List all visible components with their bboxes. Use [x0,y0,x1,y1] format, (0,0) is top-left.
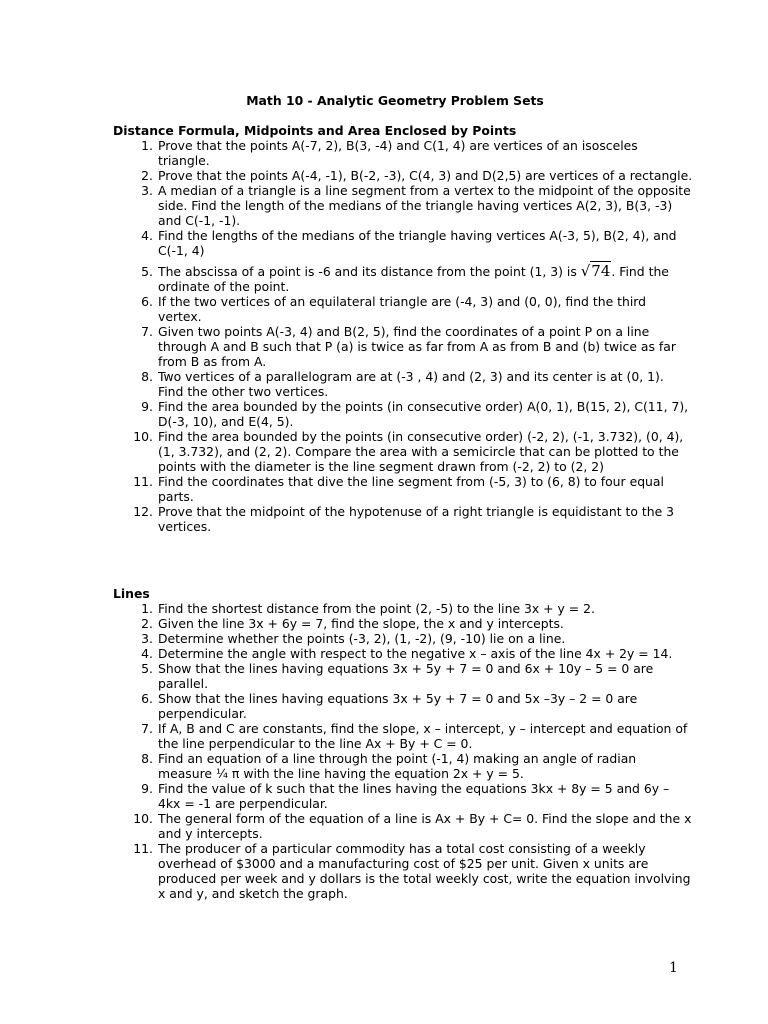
list-item [113,264,693,294]
item-number: 10. [133,429,153,444]
item-text: Prove that the midpoint of the hypotenuse of a right triangle is equidistant to the 3 vertices. [158,504,675,534]
item-number: 8. [141,751,153,766]
item-text: Prove that the points A(-7, 2), B(3, -4) and C(1, 4) are vertices of an isosceles triangle. [158,138,638,168]
item-text: A median of a triangle is a line segment from a vertex to the midpoint of the opposite side. Find the length of the medians of the triangle having vertices A(2, 3), B(3, -3) and C(-1, -1). [158,183,691,228]
list-item [113,751,693,781]
problem-list [113,601,693,901]
item-text: Prove that the points A(-4, -1), B(-2, -3), C(4, 3) and D(2,5) are vertices of a rectangle. [158,168,693,183]
item-number: 6. [141,294,153,309]
item-number: 6. [141,691,153,706]
list-item [113,294,693,324]
item-text: If A, B and C are constants, find the slope, x – intercept, y – intercept and equation of the line perpendicular to the line Ax + By + C = 0. [158,721,688,751]
item-text: The general form of the equation of a line is Ax + By + C= 0. Find the slope and the x and y intercepts. [158,811,692,841]
item-number: 5. [141,661,153,676]
item-text: If the two vertices of an equilateral triangle are (-4, 3) and (0, 0), find the third vertex. [158,294,647,324]
list-item [113,691,693,721]
list-item [113,399,693,429]
item-text: Find the value of k such that the lines having the equations 3kx + 8y = 5 and 6y – 4kx = -1 are perpendicular. [158,781,670,811]
list-item [113,601,693,616]
list-item [113,631,693,646]
item-number: 9. [141,781,153,796]
item-text: Determine the angle with respect to the negative x – axis of the line 4x + 2y = 14. [158,646,673,661]
page-number: 1 [669,960,678,976]
item-number: 12. [133,504,153,519]
item-number: 4. [141,646,153,661]
item-number: 2. [141,168,153,183]
item-number: 11. [133,841,153,856]
item-number: 8. [141,369,153,384]
list-item [113,429,693,474]
page-title: Math 10 - Analytic Geometry Problem Sets [246,93,544,108]
item-text: Show that the lines having equations 3x + 5y + 7 = 0 and 5x –3y – 2 = 0 are perpendicular. [158,691,638,721]
list-item [113,616,693,631]
list-item [113,168,693,183]
item-number: 4. [141,228,153,243]
sqrt-radicand: 74 [591,262,611,280]
item-number: 1. [141,138,153,153]
item-number: 2. [141,616,153,631]
item-text: The producer of a particular commodity has a total cost consisting of a weekly overhead of $3000 and a manufacturing cost of $25 per unit. Given x units are produced per week and y dollars is the total weekly cost, write the equation involving x and y, and sketch the graph. [158,841,691,901]
item-text: Find the lengths of the medians of the triangle having vertices A(-3, 5), B(2, 4), and C(-1, 4) [158,228,677,258]
item-text: Find the coordinates that dive the line segment from (-5, 3) to (6, 8) to four equal parts. [158,474,664,504]
list-item [113,474,693,504]
section-lines [113,586,693,901]
list-item [113,369,693,399]
list-item [113,841,693,901]
item-number: 7. [141,324,153,339]
item-text: Determine whether the points (-3, 2), (1, -2), (9, -10) lie on a line. [158,631,566,646]
list-item [113,504,693,534]
list-item [113,138,693,168]
item-number: 3. [141,183,153,198]
list-item [113,324,693,369]
list-item [113,646,693,661]
item-number: 7. [141,721,153,736]
item-text: Find the area bounded by the points (in consecutive order) (-2, 2), (-1, 3.732), (0, 4), (1, 3.732), and (2, 2). Compare the area with a semicircle that can be plotted to the points with the diameter is the line segment drawn from (-2, 2) to (2, 2) [158,429,684,474]
list-item [113,661,693,691]
section-distance-formula [113,123,693,534]
item-text-before: The abscissa of a point is -6 and its distance from the point (1, 3) is [158,264,581,279]
list-item [113,721,693,751]
item-number: 1. [141,601,153,616]
list-item [113,781,693,811]
list-item [113,811,693,841]
item-text: Given the line 3x + 6y = 7, find the slope, the x and y intercepts. [158,616,564,631]
item-text-after: . Find the ordinate of the point. [158,264,669,294]
item-text: Show that the lines having equations 3x + 5y + 7 = 0 and 6x + 10y – 5 = 0 are parallel. [158,661,654,691]
item-text: Two vertices of a parallelogram are at (-3 , 4) and (2, 3) and its center is at (0, 1). Find the other two vertices. [158,369,664,399]
section-heading: Lines [113,586,150,601]
item-number: 10. [133,811,153,826]
list-item [113,183,693,228]
item-number: 5. [141,264,153,279]
item-number: 9. [141,399,153,414]
item-text: Given two points A(-3, 4) and B(2, 5), find the coordinates of a point P on a line through A and B such that P (a) is twice as far from A as from B and (b) twice as far from B as from A. [158,324,676,369]
item-text: Find an equation of a line through the point (-1, 4) making an angle of radian measure ¼ π with the line having the equation 2x + y = 5. [158,751,637,781]
item-number: 11. [133,474,153,489]
problem-list [113,138,693,534]
sqrt-expression: √74 [580,262,611,280]
item-text: Find the area bounded by the points (in consecutive order) A(0, 1), B(15, 2), C(11, 7), D(-3, 10), and E(4, 5). [158,399,689,429]
section-heading: Distance Formula, Midpoints and Area Enclosed by Points [113,123,517,138]
item-text: Find the shortest distance from the point (2, -5) to the line 3x + y = 2. [158,601,595,616]
item-number: 3. [141,631,153,646]
list-item [113,228,693,258]
